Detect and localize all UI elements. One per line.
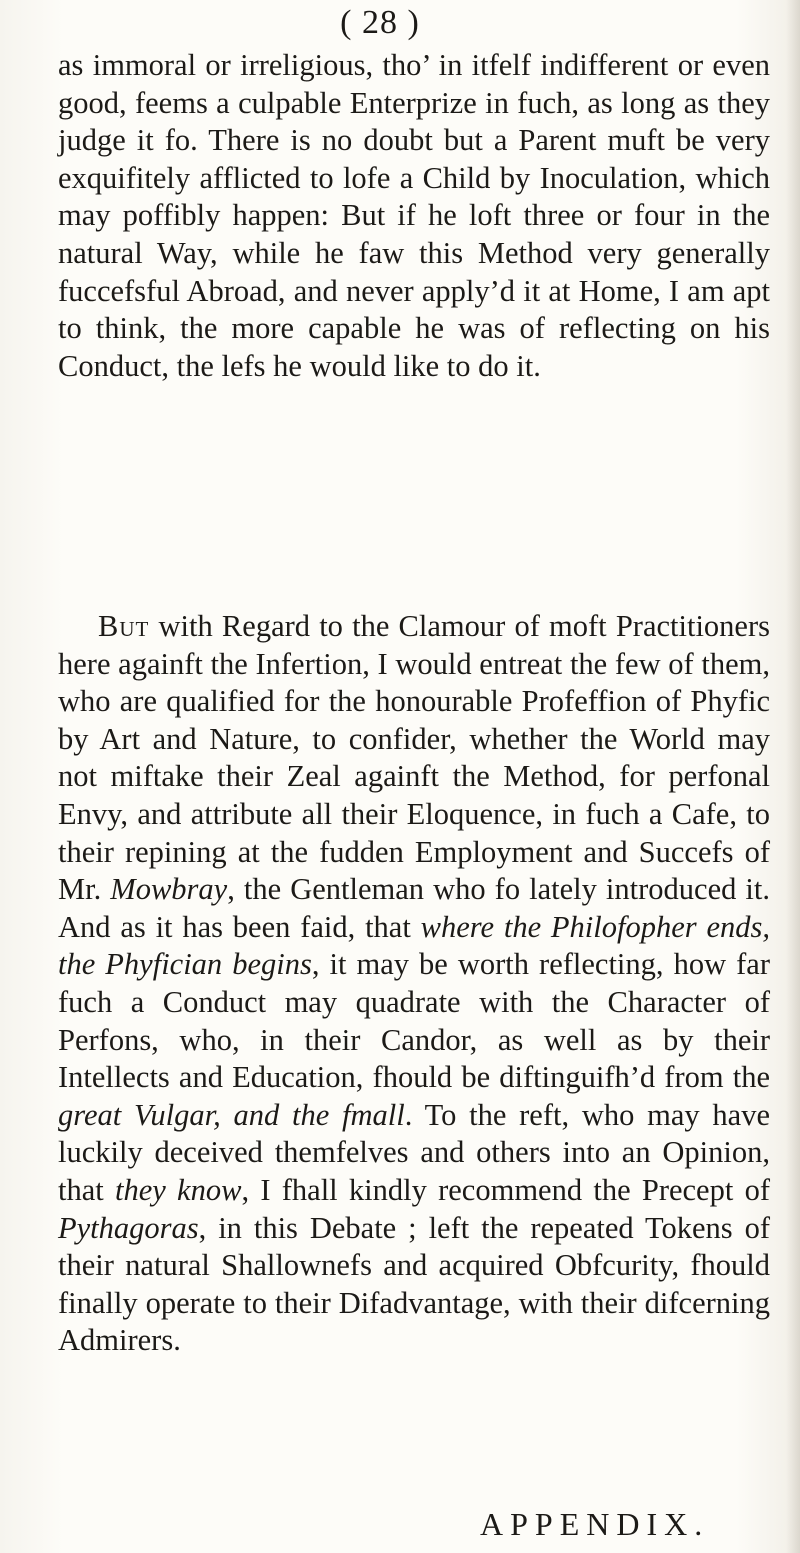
name-pythagoras: Pythagoras	[58, 1210, 199, 1245]
italic-quote-philosopher: where the Philofopher ends, the Phyfician begins	[58, 909, 770, 982]
paragraph-2-text-6: , in this Debate ; left the repeated Tokens of their natural Shallownefs and acquired Obfcurity, fhould finally operate to their Difadvantage, with their difcerning Admirers.	[58, 1210, 770, 1358]
paragraph-2-text-5: , I fhall kindly recommend the Precept of	[241, 1172, 770, 1207]
paragraph-2-text-4: . To the reft, who may have luckily deceived themfelves and others into an Opinion, that	[58, 1097, 770, 1207]
name-mowbray: Mowbray	[110, 872, 228, 907]
catchword: APPENDIX.	[480, 1506, 710, 1542]
paragraph-2-text-3: , it may be worth reflecting, how far fuch a Conduct may quadrate with the Character of Perfons, who, in their Candor, as well as by their Intellects and Education, fhould be diftinguifh’d from the	[58, 947, 770, 1095]
page-number: ( 28 )	[340, 4, 420, 41]
paragraph-2	[58, 608, 770, 1360]
paragraph-2-lead-word: But	[98, 609, 150, 643]
paragraph-1: as immoral or irreligious, tho’ in itfelf indifferent or even good, feems a culpable Enterprize in fuch, as long as they judge it fo. There is no doubt but a Parent muft be very exquifitely afflicted to lofe a Child by Inoculation, which may poffibly happen: But if he loft three or four in the natural Way, while he faw this Method very generally fuccefsful Abroad, and never apply’d it at Home, I am apt to think, the more capable he was of reflecting on his Conduct, the lefs he would like to do it.	[58, 48, 770, 383]
italic-quote-vulgar: great Vulgar, and the fmall	[58, 1097, 405, 1132]
italic-quote-they-know: they know	[115, 1172, 242, 1207]
page-edge-shadow	[786, 0, 800, 1553]
paragraph-2-text-2: , the Gentleman who fo lately introduced it. And as it has been faid, that	[58, 872, 770, 944]
paragraph-2-text-1: with Regard to the Clamour of moft Practitioners here againft the Infertion, I would entreat the few of them, who are qualified for the honourable Profeffion of Phyfic by Art and Nature, to confider, whether the World may not miftake their Zeal againft the Method, for perfonal Envy, and attribute all their Eloquence, in fuch a Cafe, to their repining at the fudden Employment and Succefs of Mr.	[58, 609, 770, 907]
